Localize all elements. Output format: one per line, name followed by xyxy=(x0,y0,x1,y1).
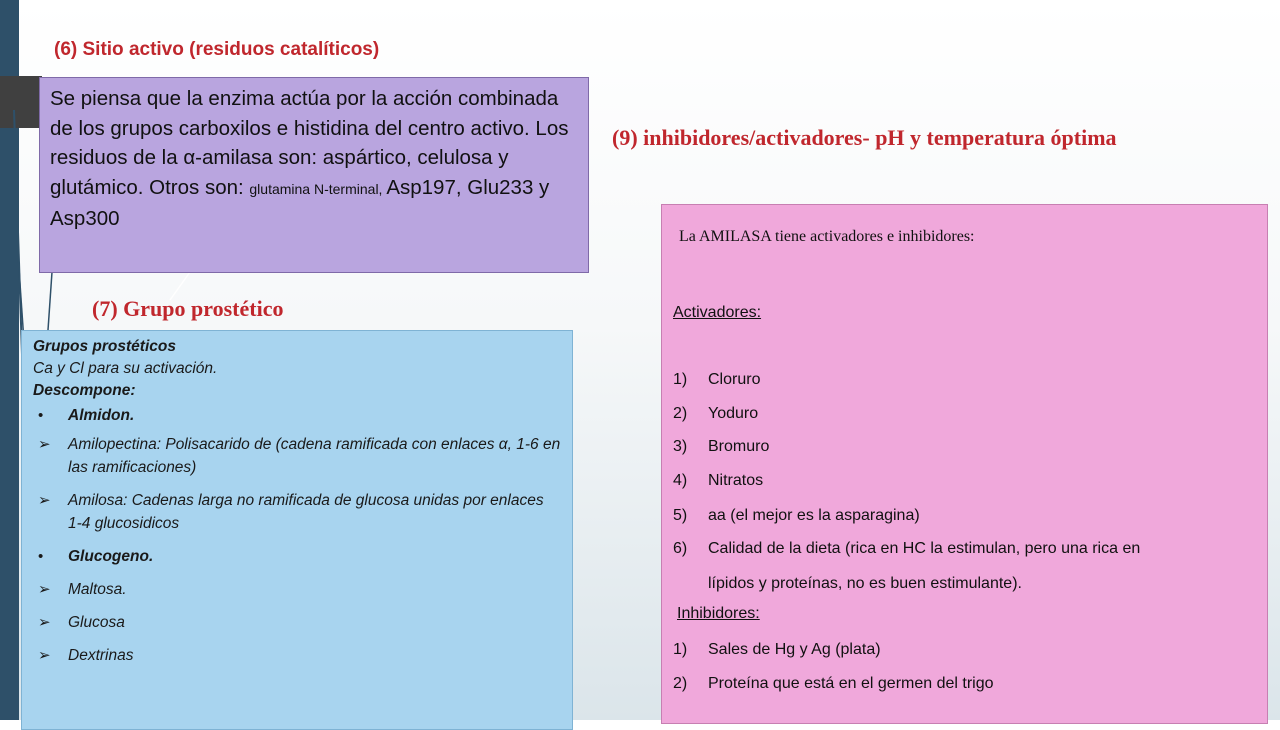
list-number: 1) xyxy=(673,641,688,658)
list-number: 6) xyxy=(673,540,688,557)
list-item xyxy=(673,675,994,693)
purple-text-small: glutamina N-terminal, xyxy=(249,180,387,197)
arrow-bullet-icon: ➢ xyxy=(38,614,51,631)
list-item-text: Glucogeno. xyxy=(68,548,154,565)
blue-heading: Grupos prostéticos xyxy=(33,338,176,355)
blue-text-box xyxy=(21,330,573,730)
list-item xyxy=(673,405,758,423)
list-item-text: Sales de Hg y Ag (plata) xyxy=(708,641,881,658)
list-item-text: Amilosa: Cadenas larga no ramificada de glucosa unidas por enlaces 1-4 glucosidicos xyxy=(68,492,544,532)
list-item-text: Amilopectina: Polisacarido de (cadena ramificada con enlaces α, 1-6 en las ramificaciones) xyxy=(68,436,561,476)
list-item-text: Bromuro xyxy=(708,438,770,455)
arrow-bullet-icon: ➢ xyxy=(38,581,51,598)
arrow-bullet-icon: ➢ xyxy=(38,492,51,509)
purple-text-main: Se piensa que la enzima actúa por la acción combinada de los grupos carboxilos e histidina del centro activo. Los residuos de la α-amilasa son: aspártico, celulosa y glutámico. Otros son: xyxy=(50,87,569,199)
list-item-text: Maltosa. xyxy=(68,581,127,598)
list-item xyxy=(673,371,760,389)
blue-line-2: Ca y Cl para su activación. xyxy=(33,360,218,377)
inhibidores-label: Inhibidores: xyxy=(677,605,760,622)
list-item xyxy=(33,489,561,535)
list-number: 2) xyxy=(673,675,688,692)
list-item-text: aa (el mejor es la asparagina) xyxy=(708,507,920,524)
arrow-bullet-icon: ➢ xyxy=(38,436,51,453)
list-item-text: Cloruro xyxy=(708,371,761,388)
list-number: 4) xyxy=(673,472,688,489)
arrow-bullet-icon: ➢ xyxy=(38,647,51,664)
list-item xyxy=(673,472,763,490)
purple-text-end: Asp197, Glu233 y Asp300 xyxy=(50,175,550,230)
list-item xyxy=(33,644,561,667)
list-item-text: Glucosa xyxy=(68,614,125,631)
list-item-continuation: lípidos y proteínas, no es buen estimulante). xyxy=(708,575,1022,592)
blue-list xyxy=(33,404,561,667)
list-item xyxy=(33,404,561,427)
list-item-text: Yoduro xyxy=(708,405,759,422)
list-number: 1) xyxy=(673,371,688,388)
bullet-dot-icon: • xyxy=(38,407,44,424)
list-item-text: Dextrinas xyxy=(68,647,134,664)
blue-line-3: Descompone: xyxy=(33,382,136,399)
list-item-text: Proteína que está en el germen del trigo xyxy=(708,675,994,692)
list-item xyxy=(673,641,881,659)
pink-intro: La AMILASA tiene activadores e inhibidores: xyxy=(679,228,975,245)
list-item xyxy=(673,507,920,525)
list-item-text: Calidad de la dieta (rica en HC la estimulan, pero una rica en xyxy=(708,540,1141,557)
list-item-text: Almidon. xyxy=(68,407,135,424)
list-item xyxy=(673,438,769,456)
list-item xyxy=(33,578,561,601)
section-title-inhibidores: (9) inhibidores/activadores- pH y temperatura óptima xyxy=(612,125,1117,150)
pink-text-box xyxy=(661,204,1268,724)
list-number: 3) xyxy=(673,438,688,455)
section-title-grupo-prostetico: (7) Grupo prostético xyxy=(92,296,284,321)
list-number: 5) xyxy=(673,507,688,524)
activadores-label: Activadores: xyxy=(673,304,762,321)
list-item xyxy=(33,611,561,634)
list-item xyxy=(33,545,561,568)
list-item xyxy=(33,433,561,479)
list-item-text: Nitratos xyxy=(708,472,764,489)
section-title-sitio-activo: (6) Sitio activo (residuos catalíticos) xyxy=(54,39,380,60)
list-item xyxy=(673,540,1140,558)
list-number: 2) xyxy=(673,405,688,422)
bullet-dot-icon: • xyxy=(38,548,44,565)
purple-text-box xyxy=(39,77,589,273)
